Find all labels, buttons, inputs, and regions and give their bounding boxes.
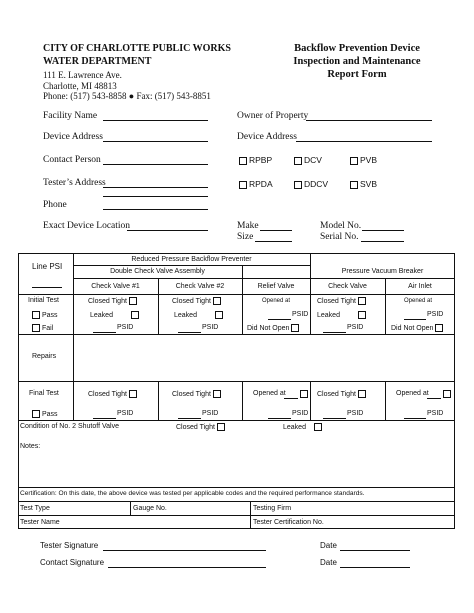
line-psi-label: Line PSI <box>32 262 63 271</box>
device-address-right-field[interactable] <box>296 141 432 142</box>
make-field[interactable] <box>260 230 292 231</box>
leaked-label: Leaked <box>174 311 197 319</box>
initial-fail-checkbox[interactable] <box>30 324 53 332</box>
opened-at-label: Opened at <box>396 390 429 397</box>
line-psi-field[interactable] <box>32 287 62 288</box>
checkbox-icon[interactable] <box>443 390 451 398</box>
model-no-label: Model No. <box>320 221 362 231</box>
final-relief-opened-at <box>253 390 286 397</box>
initial-pass-checkbox[interactable] <box>30 311 58 319</box>
pass-label: Pass <box>42 410 58 418</box>
rpda-label: RPDA <box>249 179 273 189</box>
address-line1: 111 E. Lawrence Ave. <box>43 70 122 80</box>
gauge-no-label: Gauge No. <box>133 505 167 512</box>
final-pvb-cv-psid-field[interactable] <box>323 418 346 419</box>
closed-tight-label: Closed Tight <box>88 390 127 398</box>
checkbox-svb[interactable] <box>348 179 377 189</box>
form-title-line1: Backflow Prevention Device <box>294 43 420 54</box>
exact-device-location-field[interactable] <box>127 230 208 231</box>
shutoff-leaked[interactable] <box>283 423 324 431</box>
closed-tight-label: Closed Tight <box>317 390 356 398</box>
final-cv2-closed-tight[interactable] <box>172 390 223 398</box>
facility-name-label: Facility Name <box>43 111 98 121</box>
exact-device-location-label: Exact Device Location <box>43 221 131 231</box>
tester-signature-label: Tester Signature <box>40 541 99 550</box>
fax-number: Fax: (517) 543-8851 <box>136 91 211 101</box>
serial-no-label: Serial No. <box>320 232 359 242</box>
cv2-closed-tight[interactable] <box>172 297 223 305</box>
checkbox-icon <box>294 181 302 189</box>
checkbox-icon <box>213 390 221 398</box>
air-did-not-open[interactable] <box>391 324 445 332</box>
relief-psid-field[interactable] <box>268 319 291 320</box>
pvb-cv-closed-tight[interactable] <box>317 297 368 305</box>
phone-label: Phone <box>43 200 67 210</box>
checkbox-icon <box>32 324 40 332</box>
contact-signature-label: Contact Signature <box>40 558 105 567</box>
cv2-leaked[interactable] <box>174 311 225 319</box>
tester-cert-no-label: Tester Certification No. <box>253 519 324 526</box>
closed-tight-label: Closed Tight <box>172 390 211 398</box>
notes-label: Notes: <box>20 443 41 450</box>
shutoff-closed-tight[interactable] <box>176 423 227 431</box>
svb-label: SVB <box>360 179 378 189</box>
ddcv-label: DDCV <box>304 179 329 189</box>
air-psid-field[interactable] <box>404 319 426 320</box>
contact-person-label: Contact Person <box>43 155 101 165</box>
contact-date-field[interactable] <box>340 567 410 568</box>
final-relief-psid-field[interactable] <box>268 418 291 419</box>
psid-label: PSID <box>117 410 134 417</box>
dc-header: Double Check Valve Assembly <box>110 268 205 275</box>
serial-no-field[interactable] <box>361 241 404 242</box>
checkbox-icon <box>358 297 366 305</box>
closed-tight-label: Closed Tight <box>172 297 211 305</box>
psid-label: PSID <box>347 410 364 417</box>
final-pvb-cv-closed-tight[interactable] <box>317 390 368 398</box>
contact-date-label: Date <box>320 558 337 567</box>
device-address-right-label: Device Address <box>237 132 297 142</box>
opened-at-label: Opened at <box>253 390 286 397</box>
checkbox-icon <box>291 324 299 332</box>
checkbox-ddcv[interactable] <box>292 179 328 189</box>
psid-label: PSID <box>347 324 364 331</box>
checkbox-icon <box>350 181 358 189</box>
checkbox-icon <box>129 297 137 305</box>
final-air-psid-field[interactable] <box>404 418 426 419</box>
final-cv1-closed-tight[interactable] <box>88 390 139 398</box>
tester-date-label: Date <box>320 541 337 550</box>
final-pass-checkbox[interactable] <box>30 410 58 418</box>
checkbox-icon <box>32 410 40 418</box>
final-cv2-psid-field[interactable] <box>178 418 201 419</box>
form-title-line2: Inspection and Maintenance <box>293 56 421 67</box>
owner-of-property-field[interactable] <box>306 120 432 121</box>
org-name-line2: WATER DEPARTMENT <box>43 56 152 67</box>
contact-person-field[interactable] <box>103 164 208 165</box>
testers-address-field-2[interactable] <box>103 196 208 197</box>
tester-name-label: Tester Name <box>20 519 60 526</box>
psid-label: PSID <box>202 410 219 417</box>
checkbox-icon <box>314 423 322 431</box>
pass-label: Pass <box>42 311 58 319</box>
make-label: Make <box>237 221 259 231</box>
address-line2: Charlotte, MI 48813 <box>43 81 117 91</box>
closed-tight-label: Closed Tight <box>317 297 356 305</box>
size-label: Size <box>237 232 254 242</box>
fail-label: Fail <box>42 324 54 332</box>
cv1-psid-field[interactable] <box>93 332 116 333</box>
checkbox-icon <box>294 157 302 165</box>
checkbox-icon <box>435 324 443 332</box>
pvb-cv-leaked[interactable] <box>317 311 368 319</box>
phone-field[interactable] <box>103 209 208 210</box>
final-relief-opened-field[interactable] <box>284 398 298 399</box>
psid-label: PSID <box>292 410 309 417</box>
psid-label: PSID <box>117 324 134 331</box>
tester-date-field[interactable] <box>340 550 410 551</box>
checkbox-icon <box>129 390 137 398</box>
final-air-opened-at <box>396 390 429 397</box>
cv2-psid-field[interactable] <box>178 332 201 333</box>
testers-address-label: Tester’s Address <box>43 178 106 188</box>
notes-field[interactable] <box>20 453 450 485</box>
did-not-open-label: Did Not Open <box>391 324 434 332</box>
checkbox-dcv[interactable] <box>292 155 322 165</box>
check-valve-header: Check Valve <box>328 283 367 290</box>
checkbox-icon <box>358 390 366 398</box>
checkbox-icon <box>217 423 225 431</box>
check-valve-2-header: Check Valve #2 <box>175 283 225 290</box>
checkbox-icon <box>358 311 366 319</box>
checkbox-icon <box>215 311 223 319</box>
checkbox-icon <box>239 181 247 189</box>
final-cv1-psid-field[interactable] <box>93 418 116 419</box>
contact-signature-field[interactable] <box>108 567 266 568</box>
checkbox-icon[interactable] <box>300 390 308 398</box>
dcv-label: DCV <box>304 155 322 165</box>
rp-header: Reduced Pressure Backflow Preventer <box>131 256 252 263</box>
checkbox-rpbp[interactable] <box>237 155 272 165</box>
initial-test-label: Initial Test <box>28 297 59 304</box>
device-address-label: Device Address <box>43 132 103 142</box>
model-no-field[interactable] <box>362 230 404 231</box>
relief-opened-at-label: Opened at <box>262 298 291 304</box>
relief-valve-header: Relief Valve <box>257 283 295 290</box>
psid-label: PSID <box>427 311 444 318</box>
air-inlet-header: Air Inlet <box>408 283 432 290</box>
pvb-header: Pressure Vacuum Breaker <box>341 268 424 275</box>
checkbox-icon <box>239 157 247 165</box>
leaked-label: Leaked <box>90 311 113 319</box>
checkbox-icon <box>131 311 139 319</box>
owner-of-property-label: Owner of Property <box>237 111 309 121</box>
device-address-field[interactable] <box>103 141 208 142</box>
closed-tight-label: Closed Tight <box>176 423 215 431</box>
test-type-label: Test Type <box>20 505 50 512</box>
rpbp-label: RPBP <box>249 155 273 165</box>
shutoff-valve-label: Condition of No. 2 Shutoff Valve <box>20 423 119 430</box>
facility-name-field[interactable] <box>103 120 208 121</box>
size-field[interactable] <box>255 241 292 242</box>
checkbox-icon <box>213 297 221 305</box>
bullet-icon: ● <box>128 91 135 101</box>
leaked-label: Leaked <box>283 423 306 431</box>
testers-address-field[interactable] <box>103 187 208 188</box>
final-test-label: Final Test <box>29 390 59 397</box>
cv1-leaked[interactable] <box>90 311 141 319</box>
checkbox-icon <box>350 157 358 165</box>
relief-did-not-open[interactable] <box>247 324 301 332</box>
air-opened-at-label: Opened at <box>404 298 433 304</box>
did-not-open-label: Did Not Open <box>247 324 290 332</box>
certification-text: Certification: On this date, the above device was tested per applicable codes and the required performance standards. <box>20 490 365 497</box>
check-valve-1-header: Check Valve #1 <box>91 283 140 290</box>
leaked-label: Leaked <box>317 311 340 319</box>
closed-tight-label: Closed Tight <box>88 297 127 305</box>
org-name-line1: CITY OF CHARLOTTE PUBLIC WORKS <box>43 43 231 54</box>
testing-firm-label: Testing Firm <box>253 505 292 512</box>
tester-signature-field[interactable] <box>103 550 266 551</box>
psid-label: PSID <box>292 311 309 318</box>
psid-label: PSID <box>427 410 444 417</box>
pvb-label: PVB <box>360 155 378 165</box>
contact-line <box>43 91 211 101</box>
cv1-closed-tight[interactable] <box>88 297 139 305</box>
repairs-label: Repairs <box>32 353 57 360</box>
pvb-cv-psid-field[interactable] <box>323 332 346 333</box>
phone-number: Phone: (517) 543-8858 <box>43 91 127 101</box>
form-title-line3: Report Form <box>327 69 387 80</box>
psid-label: PSID <box>202 324 219 331</box>
final-air-opened-field[interactable] <box>427 398 441 399</box>
checkbox-pvb[interactable] <box>348 155 377 165</box>
checkbox-icon <box>32 311 40 319</box>
checkbox-rpda[interactable] <box>237 179 273 189</box>
